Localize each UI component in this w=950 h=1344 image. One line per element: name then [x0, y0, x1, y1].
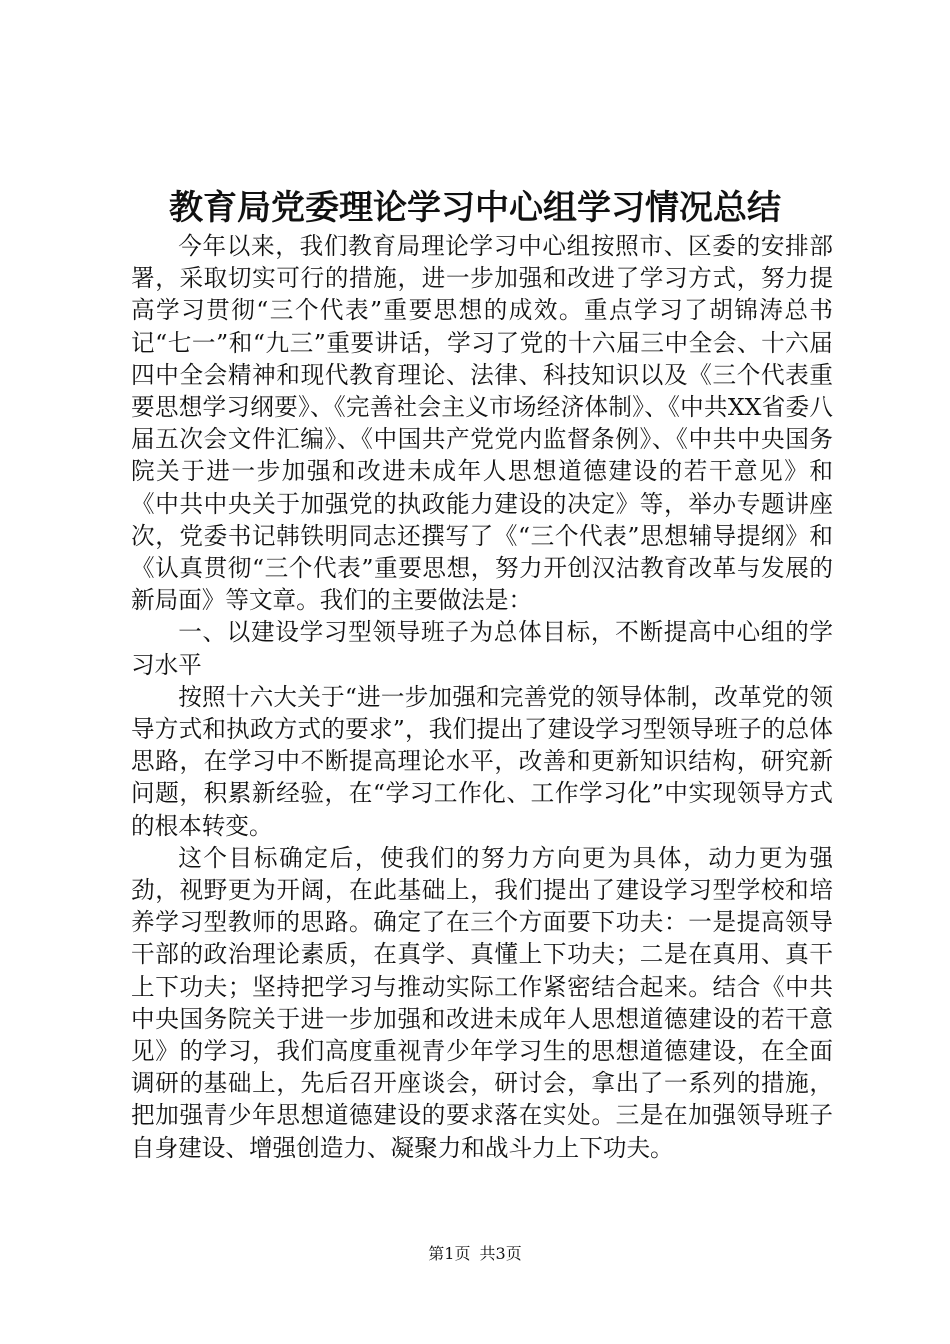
page-number: 第1页 [428, 1244, 471, 1263]
document-title: 教育局党委理论学习中心组学习情况总结 [169, 188, 781, 228]
document-body [131, 230, 833, 1164]
paragraph-intro: 今年以来，我们教育局理论学习中心组按照市、区委的安排部署，采取切实可行的措施，进一步加强和改进了学习方式，努力提高学习贯彻“三个代表”重要思想的成效。重点学习了胡锦涛总书记“七一”和“九三”重要讲话，学习了党的十六届三中全会、十六届四中全会精神和现代教育理论、法律、科技知识以及《三个代表重要思想学习纲要》、《完善社会主义市场经济体制》、《中共XX省委八届五次会文件汇编》、《中国共产党党内监督条例》、《中共中央国务院关于进一步加强和改进未成年人思想道德建设的若干意见》和《中共中央关于加强党的执政能力建设的决定》等，举办专题讲座次，党委书记韩铁明同志还撰写了《“三个代表”思想辅导提纲》和《认真贯彻“三个代表”重要思想，努力开创汉沽教育改革与发展的新局面》等文章。我们的主要做法是： [131, 232, 833, 615]
paragraph-approach: 按照十六大关于“进一步加强和完善党的领导体制，改革党的领导方式和执政方式的要求”，我们提出了建设学习型领导班子的总体思路，在学习中不断提高理论水平，改善和更新知识结构，研究新问题，积累新经验，在“学习工作化、工作学习化”中实现领导方式的根本转变。 [131, 682, 833, 840]
page-total: 共3页 [479, 1244, 522, 1263]
section-heading-1: 一、以建设学习型领导班子为总体目标，不断提高中心组的学习水平 [131, 618, 833, 679]
paragraph-goals: 这个目标确定后，使我们的努力方向更为具体，动力更为强劲，视野更为开阔，在此基础上，我们提出了建设学习型学校和培养学习型教师的思路。确定了在三个方面要下功夫：一是提高领导干部的政治理论素质，在真学、真懂上下功夫；二是在真用、真干上下功夫；坚持把学习与推动实际工作紧密结合起来。结合《中共中央国务院关于进一步加强和改进未成年人思想道德建设的若干意见》的学习，我们高度重视青少年学习生的思想道德建设，在全面调研的基础上，先后召开座谈会，研讨会，拿出了一系列的措施，把加强青少年思想道德建设的要求落在实处。三是在加强领导班子自身建设、增强创造力、凝聚力和战斗力上下功夫。 [131, 843, 833, 1162]
page-footer [0, 1243, 950, 1265]
